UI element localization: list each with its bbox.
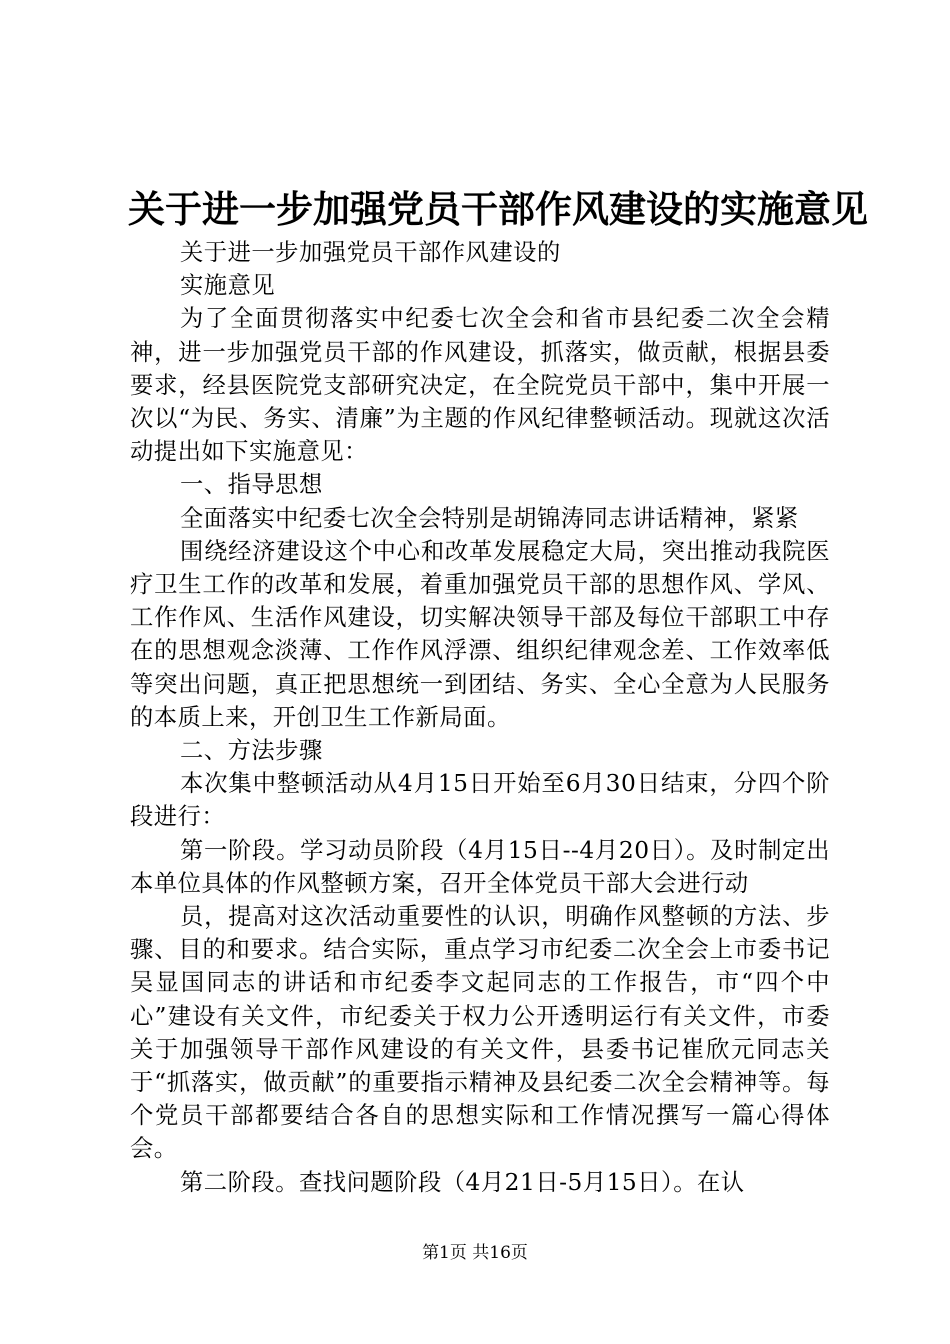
paragraph: 本次集中整顿活动从4月15日开始至6月30日结束，分四个阶段进行： [130,770,830,831]
paragraph: 第一阶段。学习动员阶段（4月15日--4月20日）。及时制定出本单位具体的作风整顿方案，召开全体党员干部大会进行动 [130,836,830,897]
section-heading: 一、指导思想 [180,471,323,499]
document-title: 关于进一步加强党员干部作风建设的实施意见 [128,187,868,231]
section-heading: 二、方法步骤 [180,737,323,765]
paragraph: 实施意见 [180,272,276,300]
paragraph: 关于进一步加强党员干部作风建设的 [180,239,561,266]
document-body [130,236,830,1199]
page-footer: 第1页 共16页 [422,1243,528,1263]
paragraph: 围绕经济建设这个中心和改革发展稳定大局，突出推动我院医疗卫生工作的改革和发展，着重加强党员干部的思想作风、学风、工作作风、生活作风建设，切实解决领导干部及每位干部职工中存在的思想观念淡薄、工作作风浮漂、组织纪律观念差、工作效率低等突出问题，真正把思想统一到团结、务实、全心全意为人民服务的本质上来，开创卫生工作新局面。 [130,537,830,731]
paragraph: 员，提高对这次活动重要性的认识，明确作风整顿的方法、步骤、目的和要求。结合实际，重点学习市纪委二次全会上市委书记吴显国同志的讲话和市纪委李文起同志的工作报告，市“四个中心”建设有关文件，市纪委关于权力公开透明运行有关文件，市委关于加强领导干部作风建设的有关文件，县委书记崔欣元同志关于“抓落实，做贡献”的重要指示精神及县纪委二次全会精神等。每个党员干部都要结合各自的思想实际和工作情况撰写一篇心得体会。 [130,903,830,1163]
paragraph: 全面落实中纪委七次全会特别是胡锦涛同志讲话精神，紧紧 [180,504,799,532]
paragraph: 第二阶段。查找问题阶段（4月21日-5月15日）。在认 [180,1168,745,1196]
paragraph: 为了全面贯彻落实中纪委七次全会和省市县纪委二次全会精神，进一步加强党员干部的作风建设，抓落实，做贡献，根据县委要求，经县医院党支部研究决定，在全院党员干部中，集中开展一次以“为民、务实、清廉”为主题的作风纪律整顿活动。现就这次活动提出如下实施意见： [130,305,830,466]
